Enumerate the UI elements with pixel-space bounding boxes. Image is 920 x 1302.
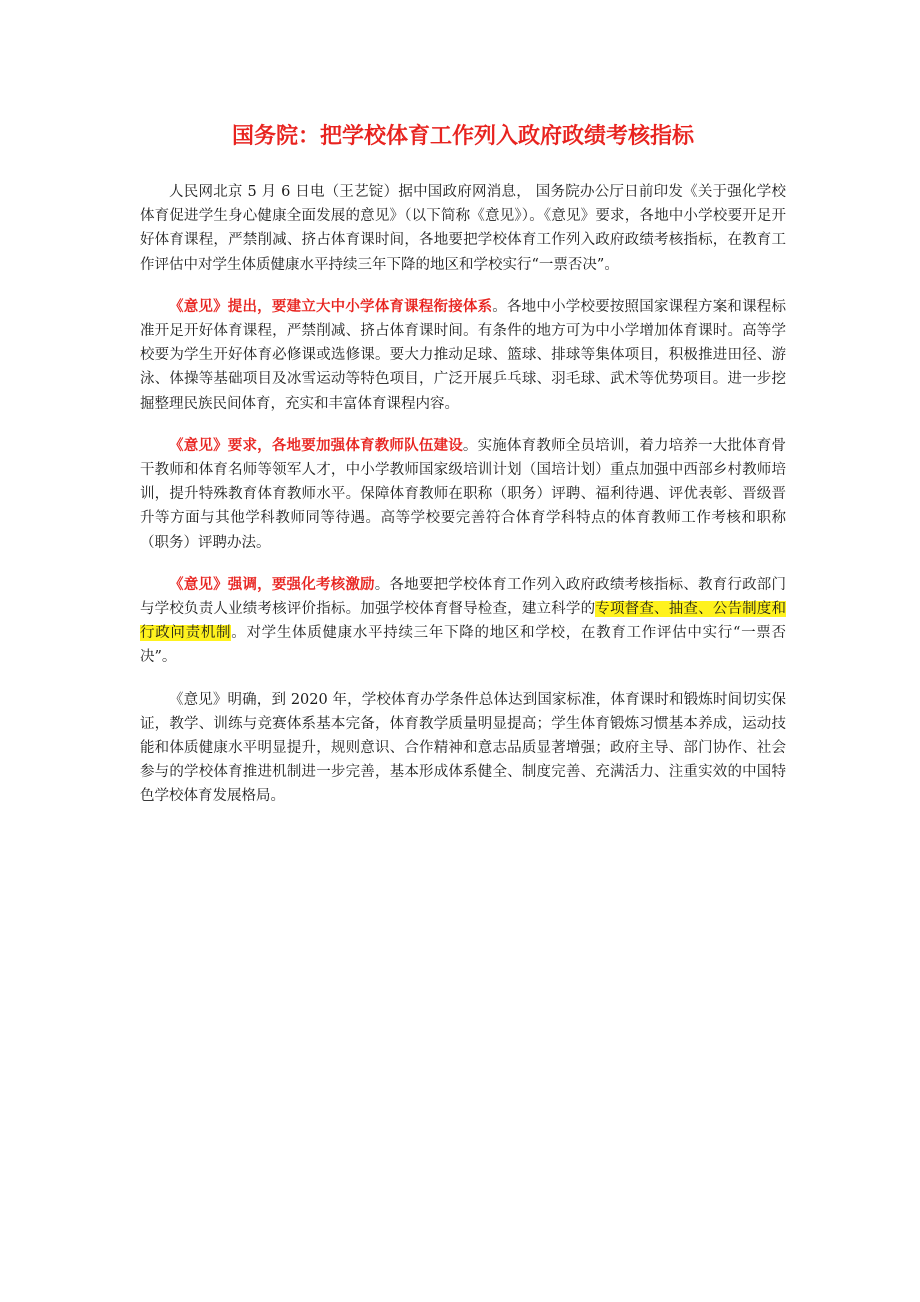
paragraph-assessment-lead: 《意见》强调，要强化考核激励 xyxy=(169,575,375,593)
paragraph-assessment-body-after: 。对学生体质健康水平持续三年下降的地区和学校，在教育工作评估中实行“一票否决”。 xyxy=(140,625,786,666)
paragraph-curriculum-lead: 《意见》提出，要建立大中小学体育课程衔接体系 xyxy=(169,297,493,315)
paragraph-teachers-lead: 《意见》要求，各地要加强体育教师队伍建设 xyxy=(169,436,463,454)
paragraph-teachers xyxy=(140,434,786,555)
document-title: 国务院：把学校体育工作列入政府政绩考核指标 xyxy=(231,124,694,149)
paragraph-teachers-body: 。实施体育教师全员培训，着力培养一大批体育骨干教师和体育名师等领军人才，中小学教师国家级培训计划（国培计划）重点加强中西部乡村教师培训，提升特殊教育体育教师水平。保障体育教师在职称（职务）评聘、福利待遇、评优表彰、晋级晋升等方面与其他学科教师同等待遇。高等学校要完善符合体育学科特点的体育教师工作考核和职称（职务）评聘办法。 xyxy=(140,437,787,551)
paragraph-curriculum-body: 。各地中小学校要按照国家课程方案和课程标准开足开好体育课程，严禁削减、挤占体育课时间。有条件的地方可为中小学增加体育课时。高等学校要为学生开好体育必修课或选修课。要大力推动足球、篮球、排球等集体项目，积极推进田径、游泳、体操等基础项目及冰雪运动等特色项目，广泛开展乒乓球、羽毛球、武术等优势项目。进一步挖掘整理民族民间体育，充实和丰富体育课程内容。 xyxy=(140,298,787,412)
paragraph-assessment xyxy=(140,573,786,670)
document-page xyxy=(140,120,786,827)
paragraph-curriculum xyxy=(140,295,786,416)
paragraph-assessment-body-before: 。各地要把学校体育工作列入政府政绩考核指标、教育行政部门与学校负责人业绩考核评价指标。加强学校体育督导检查，建立科学的 xyxy=(140,576,787,618)
highlighted-text: 专项督查、抽查、公告制度和行政问责机制 xyxy=(140,601,786,642)
paragraph-goals: 《意见》明确，到 2020 年，学校体育办学条件总体达到国家标准，体育课时和锻炼时间切实保证，教学、训练与竞赛体系基本完备，体育教学质量明显提高；学生体育锻炼习惯基本养成，运动技能和体质健康水平明显提升，规则意识、合作精神和意志品质显著增强；政府主导、部门协作、社会参与的学校体育推进机制进一步完善，基本形成体系健全、制度完善、充满活力、注重实效的中国特色学校体育发展格局。 xyxy=(140,691,786,805)
paragraph-intro: 人民网北京 5 月 6 日电（王艺锭）据中国政府网消息， 国务院办公厅日前印发《关于强化学校体育促进学生身心健康全面发展的意见》（以下简称《意见》）。《意见》要求，各地中小学校要开足开好体育课程，严禁削减、挤占体育课时间，各地要把学校体育工作列入政府政绩考核指标，在教育工作评估中对学生体质健康水平持续三年下降的地区和学校实行“一票否决”。 xyxy=(140,184,786,273)
